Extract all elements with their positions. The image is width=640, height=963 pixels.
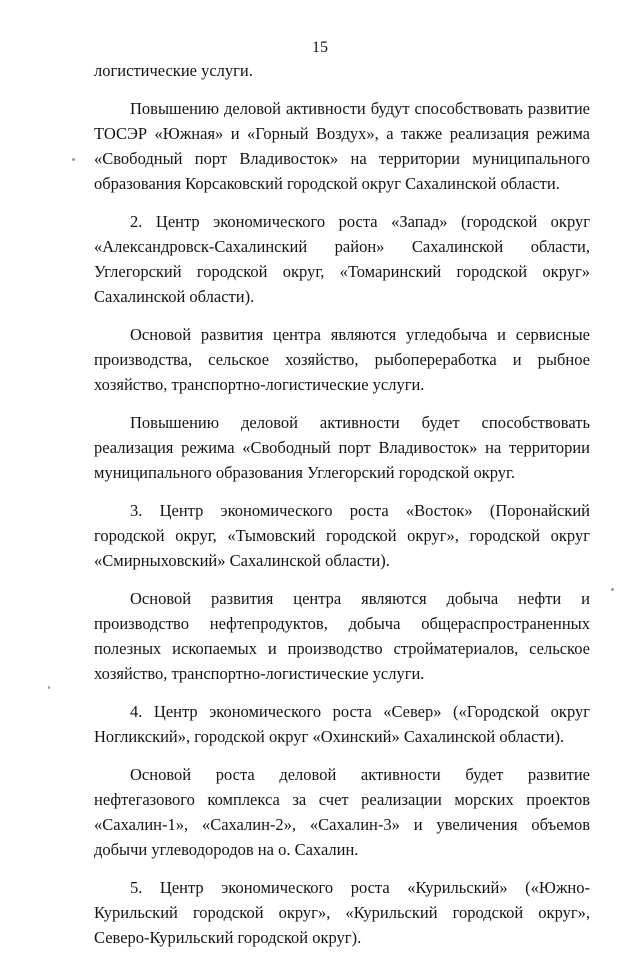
paragraph-north-development-basis: Основой роста деловой активности будет развитие нефтегазового комплекса за счет реализации морских проектов «Сахалин-1», «Сахалин-2», «Сахалин-3» и увеличения объемов добычи углеводородов на о. Сахалин. (94, 765, 590, 859)
scan-speck (48, 686, 50, 689)
paragraph-continuation: логистические услуги. (94, 61, 253, 80)
paragraph-business-activity-west: Повышению деловой активности будет способствовать реализация режима «Свободный порт Владивосток» на территории муниципального образования Углегорский городской округ. (94, 413, 590, 482)
page-body (94, 58, 590, 963)
scan-speck (72, 158, 75, 161)
paragraph-growth-center-west: 2. Центр экономического роста «Запад» (городской округ «Александровск-Сахалинский район» Сахалинской области, Углегорский городской округ, «Томаринский городской округ» Сахалинской области). (94, 212, 590, 306)
paragraph-growth-center-north: 4. Центр экономического роста «Север» («Городской округ Ногликский», городской округ «Охинский» Сахалинской области). (94, 702, 590, 746)
paragraph-west-development-basis: Основой развития центра являются угледобыча и сервисные производства, сельское хозяйство, рыбопереработка и рыбное хозяйство, транспортно-логистические услуги. (94, 325, 590, 394)
paragraph-east-development-basis: Основой развития центра являются добыча нефти и производство нефтепродуктов, добыча общераспространенных полезных ископаемых и производство стройматериалов, сельское хозяйство, транспортно-логистические услуги. (94, 589, 590, 683)
paragraph-business-activity-south: Повышению деловой активности будут способствовать развитие ТОСЭР «Южная» и «Горный Воздух», а также реализация режима «Свободный порт Владивосток» на территории муниципального образования Корсаковский городской округ Сахалинской области. (94, 99, 590, 193)
scan-speck (611, 588, 614, 591)
page-number: 15 (312, 39, 328, 56)
paragraph-growth-center-kuril: 5. Центр экономического роста «Курильский» («Южно-Курильский городской округ», «Курильский городской округ», Северо-Курильский городской округ). (94, 878, 590, 947)
paragraph-growth-center-east: 3. Центр экономического роста «Восток» (Поронайский городской округ, «Тымовский городской округ», городской округ «Смирныховский» Сахалинской области). (94, 501, 590, 570)
